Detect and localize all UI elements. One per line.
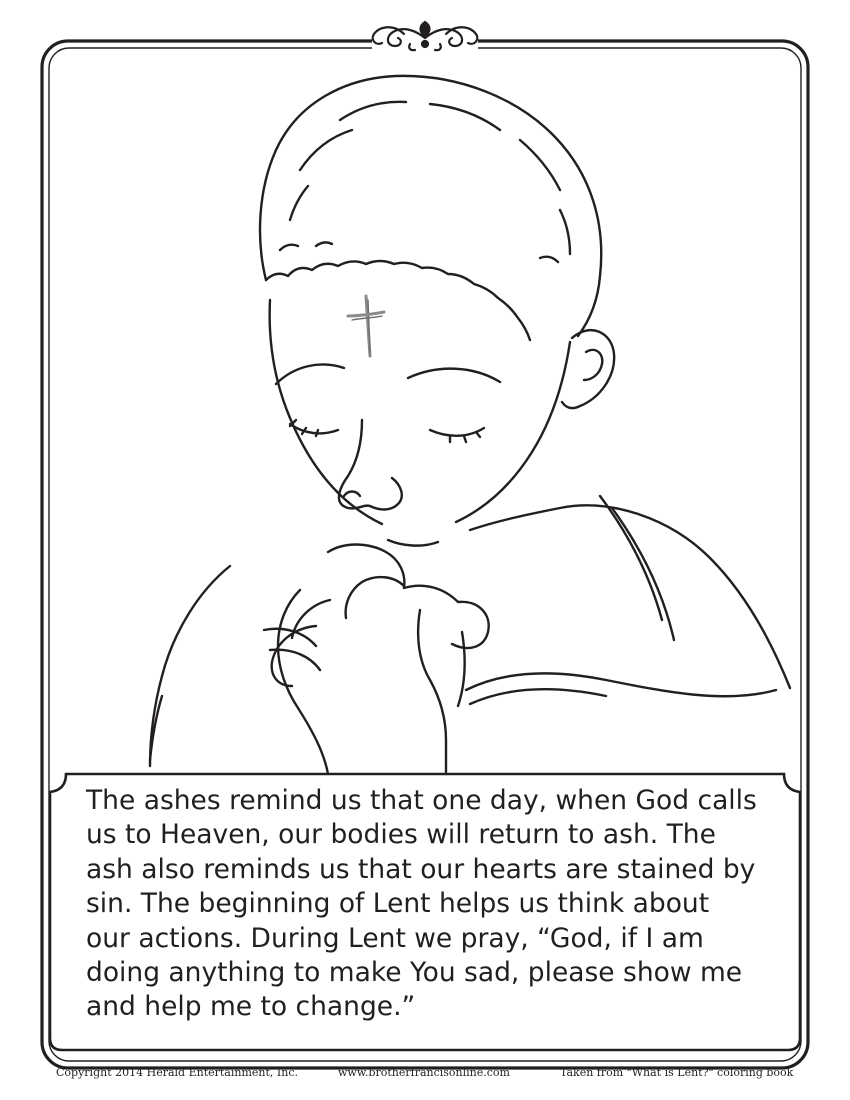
caption-line: us to Heaven, our bodies will return to ash. The [86,819,716,851]
praying-child-illustration [150,76,790,814]
flourish-ornament-icon [372,22,478,52]
footer-website-link[interactable]: www.brotherfrancisonline.com [338,1066,510,1079]
hair-outline [260,76,601,336]
ash-cross-icon [348,296,384,356]
caption-line: The ashes remind us that one day, when God calls [86,785,757,816]
face-outline [270,300,570,524]
caption-line: and help me to change.” [86,991,416,1023]
footer-source: Taken from "What is Lent?" coloring book [560,1066,794,1079]
footer-copyright: Copyright 2014 Herald Entertainment, Inc. [56,1066,298,1079]
caption-line: ash also reminds us that our hearts are stained by [86,853,756,885]
caption-line: our actions. During Lent we pray, “God, if I am [86,922,704,954]
caption-line: doing anything to make You sad, please show me [86,957,743,989]
caption-line: sin. The beginning of Lent helps us think about [86,888,710,920]
caption-text [86,784,786,1025]
